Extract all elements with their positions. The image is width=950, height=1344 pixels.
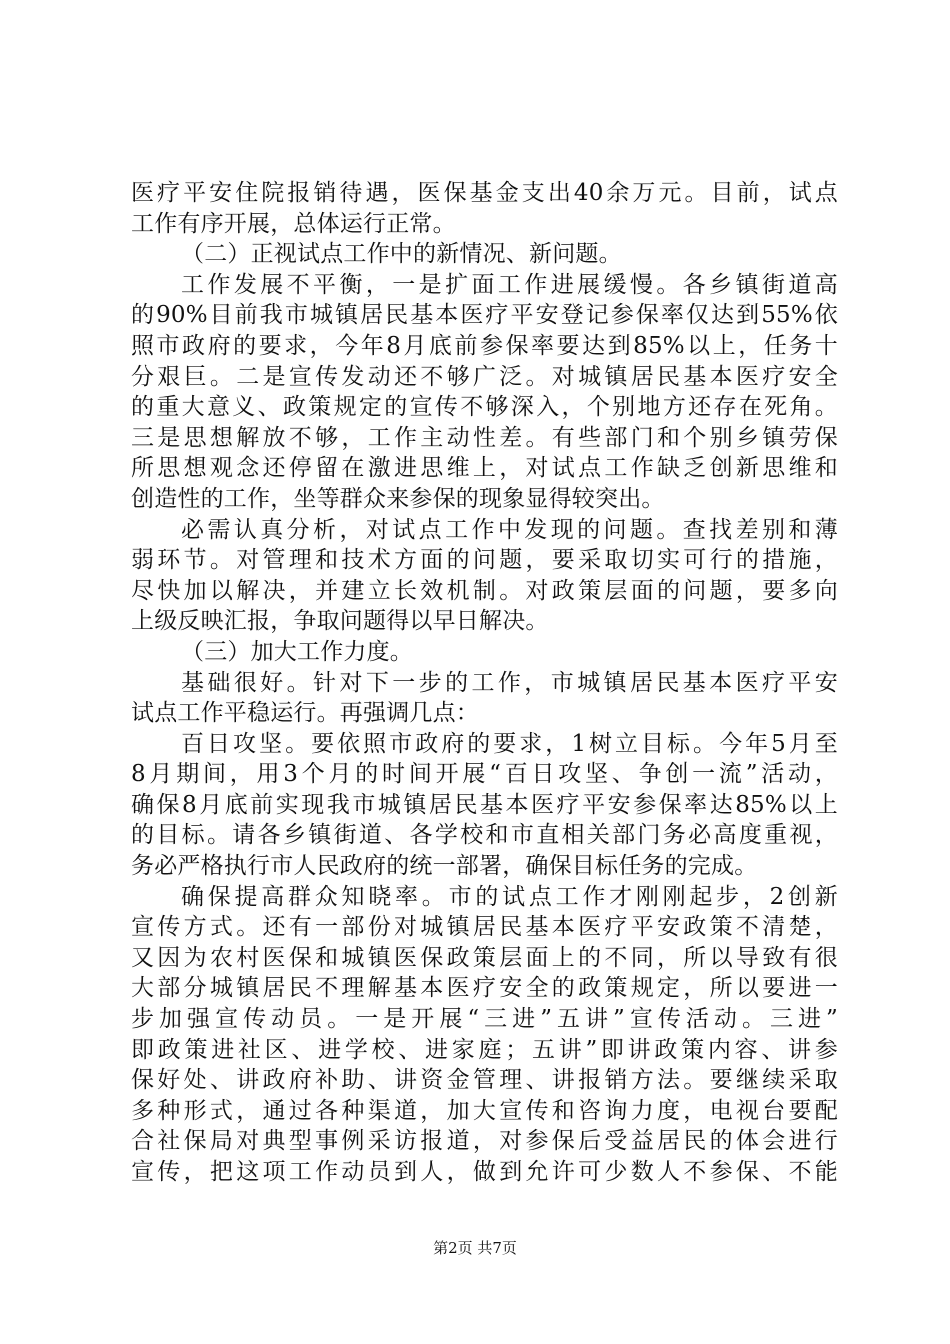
text-line-32: 合社保局对典型事例采访报道，对参保后受益居民的体会进行 xyxy=(131,1128,838,1155)
text-line-14: 尽快加以解决，并建立长效机制。对政策层面的问题，要多向 xyxy=(131,577,838,604)
text-line-24: 确保提高群众知晓率。市的试点工作才刚刚起步，2创新 xyxy=(181,883,838,910)
text-line-6: 照市政府的要求，今年8月底前参保率要达到85%以上，任务十 xyxy=(131,332,838,359)
text-line-15: 上级反映汇报，争取问题得以早日解决。 xyxy=(131,608,549,635)
text-line-27: 大部分城镇居民不理解基本医疗安全的政策规定，所以要进一 xyxy=(131,975,838,1002)
text-line-18: 试点工作平稳运行。再强调几点： xyxy=(131,700,479,727)
text-line-7: 分艰巨。二是宣传发动还不够广泛。对城镇居民基本医疗安全 xyxy=(131,363,838,390)
text-line-23: 务必严格执行市人民政府的统一部署，确保目标任务的完成。 xyxy=(131,853,758,880)
text-line-13: 弱环节。对管理和技术方面的问题，要采取切实可行的措施， xyxy=(131,547,838,574)
text-line-21: 确保8月底前实现我市城镇居民基本医疗平安参保率达85%以上 xyxy=(131,791,838,818)
text-line-9: 三是思想解放不够，工作主动性差。有些部门和个别乡镇劳保 xyxy=(131,424,838,451)
text-line-17: 基础很好。针对下一步的工作，市城镇居民基本医疗平安 xyxy=(181,669,838,696)
text-line-8: 的重大意义、政策规定的宣传不够深入，个别地方还存在死角。 xyxy=(131,394,838,421)
text-line-4: 工作发展不平衡，一是扩面工作进展缓慢。各乡镇街道高 xyxy=(181,271,838,298)
text-line-11: 创造性的工作，坐等群众来参保的现象显得较突出。 xyxy=(131,485,665,512)
text-line-28: 步加强宣传动员。一是开展“三进”五讲”宣传活动。三进” xyxy=(131,1006,838,1033)
text-line-33: 宣传，把这项工作动员到人，做到允许可少数人不参保、不能 xyxy=(131,1159,838,1185)
text-line-29: 即政策进社区、进学校、进家庭；五讲”即讲政策内容、讲参 xyxy=(131,1036,838,1063)
text-line-12: 必需认真分析，对试点工作中发现的问题。查找差别和薄 xyxy=(181,516,838,543)
text-line-5: 的90%目前我市城镇居民基本医疗平安登记参保率仅达到55%依 xyxy=(131,302,838,329)
text-line-10: 所思想观念还停留在激进思维上，对试点工作缺乏创新思维和 xyxy=(131,455,838,482)
section-heading-2: （二）正视试点工作中的新情况、新问题。 xyxy=(181,241,622,268)
text-line-30: 保好处、讲政府补助、讲资金管理、讲报销方法。要继续采取 xyxy=(131,1067,838,1094)
text-line-20: 8月期间，用3个月的时间开展“百日攻坚、争创一流”活动， xyxy=(131,761,838,788)
text-line-2: 工作有序开展，总体运行正常。 xyxy=(131,210,456,237)
text-line-31: 多种形式，通过各种渠道，加大宣传和咨询力度，电视台要配 xyxy=(131,1097,838,1124)
section-heading-3: （三）加大工作力度。 xyxy=(181,638,413,665)
page-number-footer: 第2页 共7页 xyxy=(433,1239,517,1257)
text-line-26: 又因为农村医保和城镇医保政策层面上的不同，所以导致有很 xyxy=(131,944,838,971)
text-line-19: 百日攻坚。要依照市政府的要求，1树立目标。今年5月至 xyxy=(181,730,838,757)
body-text xyxy=(131,178,838,1188)
text-line-22: 的目标。请各乡镇街道、各学校和市直相关部门务必高度重视， xyxy=(131,822,838,849)
text-line-25: 宣传方式。还有一部份对城镇居民基本医疗平安政策不清楚， xyxy=(131,914,838,941)
text-line-1: 医疗平安住院报销待遇，医保基金支出40余万元。目前，试点 xyxy=(131,180,838,206)
